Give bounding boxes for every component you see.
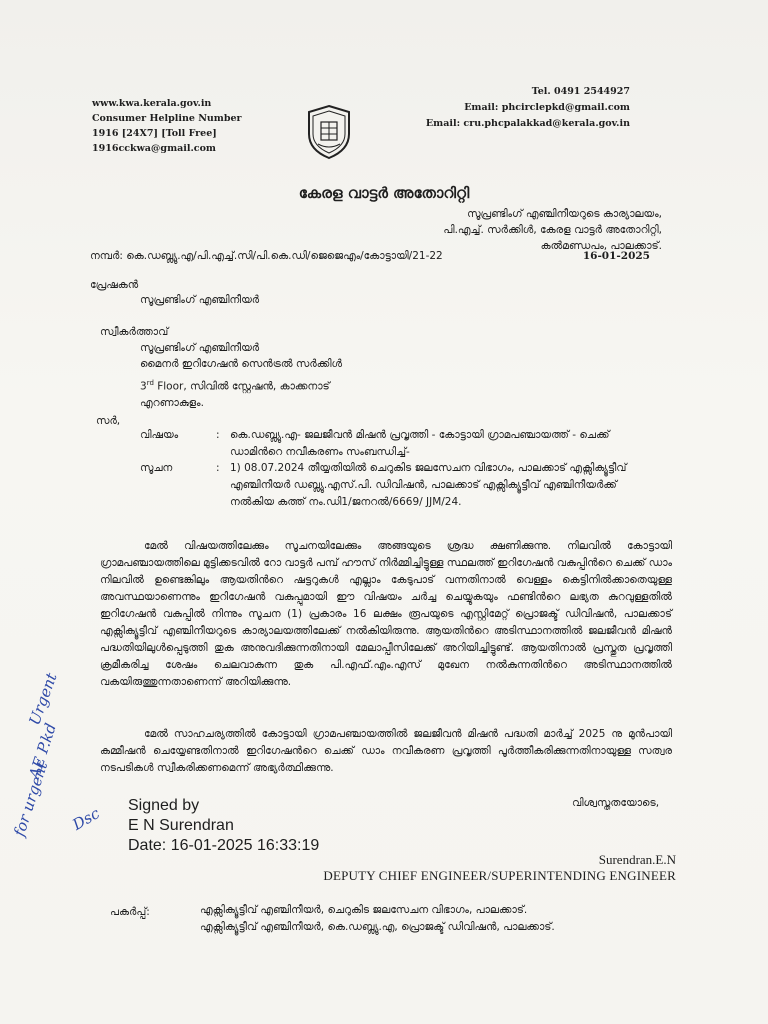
from-label: പ്രേഷകൻ — [90, 279, 139, 291]
body-paragraph-1: മേൽ വിഷയത്തിലേക്കും സൂചനയിലേക്കും അങ്ങയുടെ ശ്രദ്ധ ക്ഷണിക്കുന്നു. നിലവിൽ കോട്ടായി ഗ്രാമപഞ്ചായത്തിലെ മുട്ടിക്കടവിൽ റോ വാട്ടർ പമ്പ് ഹൗസ് നിർമ്മിച്ചിട്ടുള്ള സ്ഥലത്ത് ഇറിഗേഷൻ വകുപ്പിൻറെ ചെക്ക് ഡാം നിലവിൽ ഉണ്ടെങ്കിലും ആയതിൻറെ ഷട്ടറുകൾ എല്ലാം കേടുപാട് വന്നതിനാൽ വെള്ളം കെട്ടിനിൽക്കാതെയുള്ള അവസ്ഥയാണെന്നും ഇറിഗേഷൻ വകുപ്പുമായി ഈ വിഷയം ചർച്ച ചെയ്യുകയും ഫണ്ടിൻറെ ലഭ്യത കുറവുള്ളതിൽ ഇറിഗേഷൻ വകുപ്പിൽ നിന്നും സൂചന (1) പ്രകാരം 16 ലക്ഷം രൂപയുടെ എസ്റ്റിമേറ്റ് പ്രൊജക്ട് ഡിവിഷൻ, പാലക്കാട് എക്സിക്യൂട്ടീവ് എഞ്ചിനീയറുടെ കാര്യാലയത്തിലേക്ക് നൽകിയിരുന്നു. ആയതിൻറെ അടിസ്ഥാനത്തിൽ ജലജീവൻ മിഷൻ പദ്ധതിയിലുൾപ്പെടുത്തി തുക അനുവദിക്കുന്നതിനായി മേലാപ്പീസിലേക്ക് അറിയിച്ചിട്ടുണ്ട്. ആയതിനാൽ പ്രസ്തുത പ്രവൃത്തി ക്രമീകരിച്ച ശേഷം ചെലവാകുന്ന തുക പി.എഫ്.എം.എസ് മുഖേന നൽകുന്നതിൻറെ അടിസ്ഥാനത്തിൽ വകയിരുത്തുന്നതാണെന്ന് അറിയിക്കുന്നു. — [100, 540, 672, 688]
reference-number: നമ്പർ: കെ.ഡബ്ല്യു.എ/പി.എച്ച്.സി/പി.കെ.ഡി/ജെജെഎം/കോട്ടായി/21-22 — [90, 250, 443, 262]
helpline-number: 1916 [24X7] [Toll Free] — [92, 128, 217, 139]
header-contact-left — [92, 96, 312, 156]
body-paragraph-2: മേൽ സാഹചര്യത്തിൽ കോട്ടായി ഗ്രാമപഞ്ചായത്തിൽ ജലജീവൻ മിഷൻ പദ്ധതി മാർച്ച് 2025 നു മുൻപായി കമ്മീഷൻ ചെയ്യേണ്ടതിനാൽ ഇറിഗേഷൻറെ ചെക്ക് ഡാം നവീകരണ പ്രവൃത്തി പൂർത്തീകരിക്കുന്നതിനായുള്ള സത്വര നടപടികൾ സ്വീകരിക്കണമെന്ന് അഭ്യർത്ഥിക്കുന്നു. — [100, 728, 672, 774]
suchana-text: 1) 08.07.2024 തീയ്യതിയിൽ ചെറുകിട ജലസേചന വിഭാഗം, പാലക്കാട് എക്സിക്യൂട്ടീവ് എഞ്ചിനീയർ ഡബ്ല്യു.എസ്.പി. ഡിവിഷൻ, പാലക്കാട് എക്സിക്യൂട്ടീവ് എഞ്ചിനീയർക്ക് നൽകിയ കത്ത് നം.ഡി1/ജനറൽ/6669/ JJM/24. — [230, 462, 627, 508]
to-label: സ്വീകർത്താവ് — [100, 326, 169, 338]
email-value: phcirclepkd@gmail.com — [501, 102, 630, 113]
office-line-3: കൽമണ്ഡപം, പാലക്കാട്. — [540, 240, 662, 252]
salutation: സർ, — [96, 415, 121, 427]
reference-row — [90, 250, 650, 263]
organization-title: കേരള വാട്ടർ അതോറിറ്റി — [298, 184, 470, 202]
reference-note-row — [140, 460, 660, 524]
subject-colon: : — [216, 429, 220, 441]
from-value: സൂപ്രണ്ടിംഗ് എഞ്ചിനീയർ — [140, 294, 260, 306]
website-text: www.kwa.kerala.gov.in — [92, 98, 212, 109]
email2-value: cru.phcpalakkad@kerala.gov.in — [463, 118, 630, 129]
handwriting-line-2: AE P.kd — [25, 721, 60, 781]
subject-text: കെ.ഡബ്ല്യു.എ- ജലജീവൻ മിഷൻ പ്രവൃത്തി - കോട്ടായി ഗ്രാമപഞ്ചായത്ത് - ചെക്ക് ഡാമിൻറെ നവീകരണം സംബന്ധിച്ച്- — [230, 429, 610, 458]
handwriting-line-4: Dsc — [69, 804, 103, 834]
helpline-email: 1916cckwa@gmail.com — [92, 143, 216, 154]
header-contact-right — [300, 84, 630, 132]
copy-label: പകർപ്പ്: — [110, 906, 150, 918]
email-label: Email: — [464, 102, 499, 113]
office-line-2: പി.എച്ച്. സർക്കിൾ, കേരള വാട്ടർ അതോറിറ്റി, — [443, 224, 662, 236]
letter-date: 16-01-2025 — [582, 250, 650, 262]
office-line-1: സൂപ്രണ്ടിംഗ് എഞ്ചിനീയറുടെ കാര്യാലയം, — [467, 208, 662, 220]
handwriting-line-3: for urgent — [10, 759, 52, 839]
signatory-name: Surendran.E.N — [598, 852, 676, 867]
email2-label: Email: — [425, 118, 461, 129]
office-address — [332, 206, 662, 254]
copy-recipients — [200, 902, 660, 936]
handwriting-line-1: Urgent — [25, 670, 61, 728]
to-line-2: മൈനർ ഇറിഗേഷൻ സെൻട്രൽ സർക്കിൾ — [140, 358, 343, 370]
suchana-colon: : — [216, 462, 220, 474]
handwritten-notes — [6, 670, 126, 840]
closing-phrase: വിശ്വസ്തതയോടെ, — [572, 797, 660, 809]
subject-label: വിഷയം — [140, 429, 179, 441]
signature-date: Date: 16-01-2025 16:33:19 — [128, 837, 320, 854]
signed-by-label: Signed by — [128, 797, 200, 814]
signatory-designation: DEPUTY CHIEF ENGINEER/SUPERINTENDING ENGINEER — [323, 868, 676, 883]
helpline-label: Consumer Helpline Number — [92, 113, 242, 124]
to-line-4: എറണാകുളം. — [140, 397, 204, 409]
to-line-1: സൂപ്രണ്ടിംഗ് എഞ്ചിനീയർ — [140, 342, 260, 354]
email2-row — [300, 116, 630, 132]
suchana-label: സൂചന — [140, 462, 173, 474]
telephone-text: Tel. 0491 2544927 — [531, 86, 630, 97]
signer-name: E N Surendran — [128, 817, 234, 834]
email-row — [300, 100, 630, 116]
to-line-3: 3rd Floor, സിവിൽ സ്റ്റേഷൻ, കാക്കനാട് — [140, 379, 330, 393]
digital-signature-block — [128, 796, 319, 856]
copy-line-1: എക്സിക്യൂട്ടീവ് എഞ്ചിനീയർ, ചെറുകിട ജലസേചന വിഭാഗം, പാലക്കാട്. — [200, 904, 528, 916]
copy-line-2: എക്സിക്യൂട്ടീവ് എഞ്ചിനീയർ, കെ.ഡബ്ല്യു.എ, പ്രൊജക്ട് ഡിവിഷൻ, പാലക്കാട്. — [200, 921, 555, 933]
